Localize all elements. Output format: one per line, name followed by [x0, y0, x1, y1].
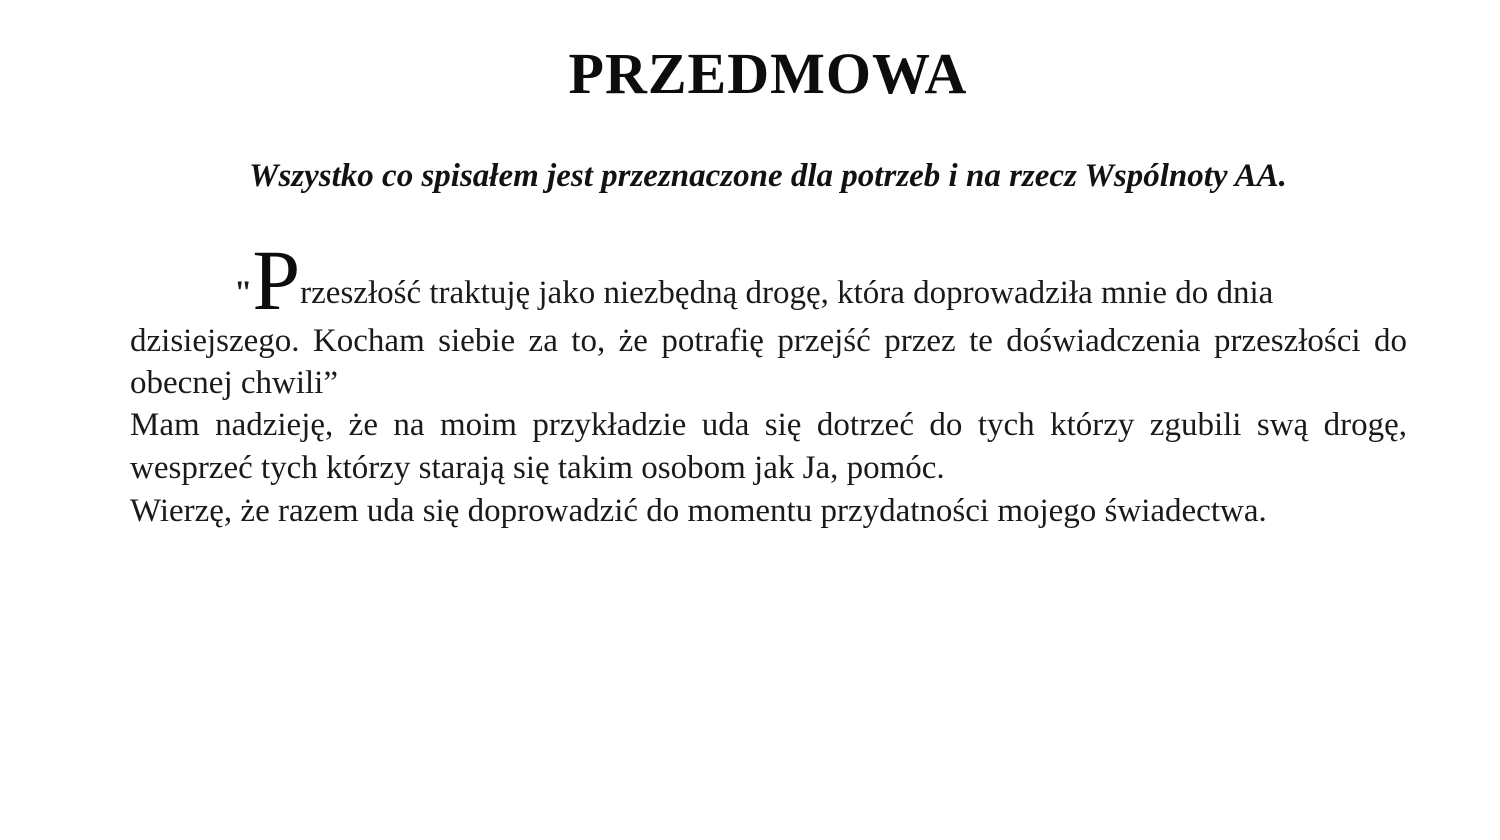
opening-quote-mark: " [234, 275, 253, 311]
quote-paragraph [130, 232, 1407, 404]
quote-first-line: rzeszłość traktuję jako niezbędną drogę, która doprowadziła mnie do dnia [300, 275, 1274, 311]
quote-continuation: dzisiejszego. Kocham siebie za to, że potrafię przejść przez te doświadczenia przeszłości do obecnej chwili” [130, 323, 1407, 401]
page-subtitle: Wszystko co spisałem jest przeznaczone dla potrzeb i na rzecz Wspólnoty AA. [249, 158, 1287, 194]
document-body [130, 232, 1407, 533]
paragraph-hope: Mam nadzieję, że na moim przykładzie uda się dotrzeć do tych którzy zgubili swą drogę, wesprzeć tych którzy starają się takim osobom jak Ja, pomóc. [130, 407, 1407, 486]
page-title: PRZEDMOWA [568, 41, 968, 106]
drop-cap: P [252, 232, 301, 328]
paragraph-belief: Wierzę, że razem uda się doprowadzić do momentu przydatności mojego świadectwa. [130, 493, 1267, 529]
